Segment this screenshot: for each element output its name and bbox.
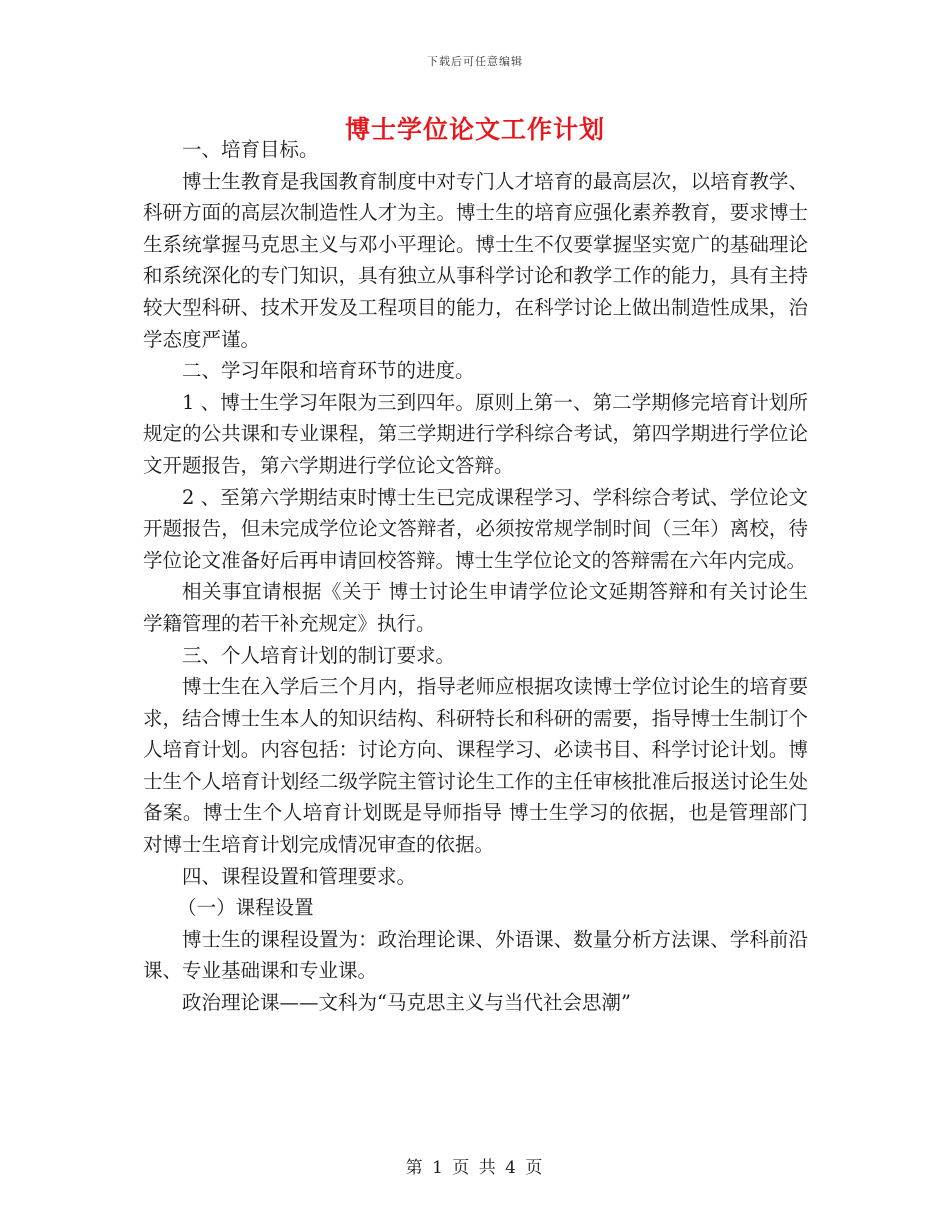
header-note: 下载后可任意编辑 [427, 55, 523, 68]
section-heading-courses: 四、课程设置和管理要求。 [182, 864, 417, 888]
paragraph-personal-plan: 博士生在入学后三个月内，指导老师应根据攻读博士学位讨论生的培育要求，结合博士生本人的知识结构、科研特长和科研的需要，指导博士生制订个人培育计划。内容包括：讨论方向、课程学习、必读书目、科学讨论计划。博士生个人培育计划经二级学院主管讨论生工作的主任审核批准后报送讨论生处备案。博士生个人培育计划既是导师指导 博士生学习的依据，也是管理部门对博士生培育计划完成情况审查的依据。 [143, 675, 808, 857]
document-body [143, 134, 808, 1019]
document-title: 博士学位论文工作计划 [344, 115, 605, 144]
subsection-heading-course-setting: （一）课程设置 [177, 896, 314, 920]
page-number: 第 1 页 共 4 页 [405, 1158, 545, 1178]
paragraph-study-period-2: 2 、至第六学期结束时博士生已完成课程学习、学科综合考试、学位论文开题报告，但未完成学位论文答辩者，必须按常规学制时间（三年）离校，待学位论文准备好后再申请回校答辩。博士生学位论文的答辩需在六年内完成。 [143, 485, 808, 572]
paragraph-study-period-1: 1 、博士生学习年限为三到四年。原则上第一、第二学期修完培育计划所规定的公共课和专业课程，第三学期进行学科综合考试，第四学期进行学位论文开题报告，第六学期进行学位论文答辩。 [143, 390, 808, 477]
paragraph-political-course: 政治理论课——文科为“马克思主义与当代社会思潮” [182, 991, 631, 1015]
paragraph-related-regulations: 相关事宜请根据《关于 博士讨论生申请学位论文延期答辩和有关讨论生学籍管理的若干补充规定》执行。 [143, 580, 808, 635]
paragraph-training-goals: 博士生教育是我国教育制度中对专门人才培育的最高层次，以培育教学、科研方面的高层次制造性人才为主。博士生的培育应强化素养教育，要求博士生系统掌握马克思主义与邓小平理论。博士生不仅要掌握坚实宽广的基础理论和系统深化的专门知识，具有独立从事科学讨论和教学工作的能力，具有主持较大型科研、技术开发及工程项目的能力，在科学讨论上做出制造性成果，治学态度严谨。 [143, 169, 808, 351]
paragraph-course-setting: 博士生的课程设置为：政治理论课、外语课、数量分析方法课、学科前沿课、专业基础课和专业课。 [143, 927, 808, 983]
section-heading-personal-plan: 三、个人培育计划的制订要求。 [182, 643, 456, 667]
section-heading-training-goals: 一、培育目标。 [182, 138, 319, 161]
section-heading-study-period: 二、学习年限和培育环节的进度。 [182, 359, 475, 383]
